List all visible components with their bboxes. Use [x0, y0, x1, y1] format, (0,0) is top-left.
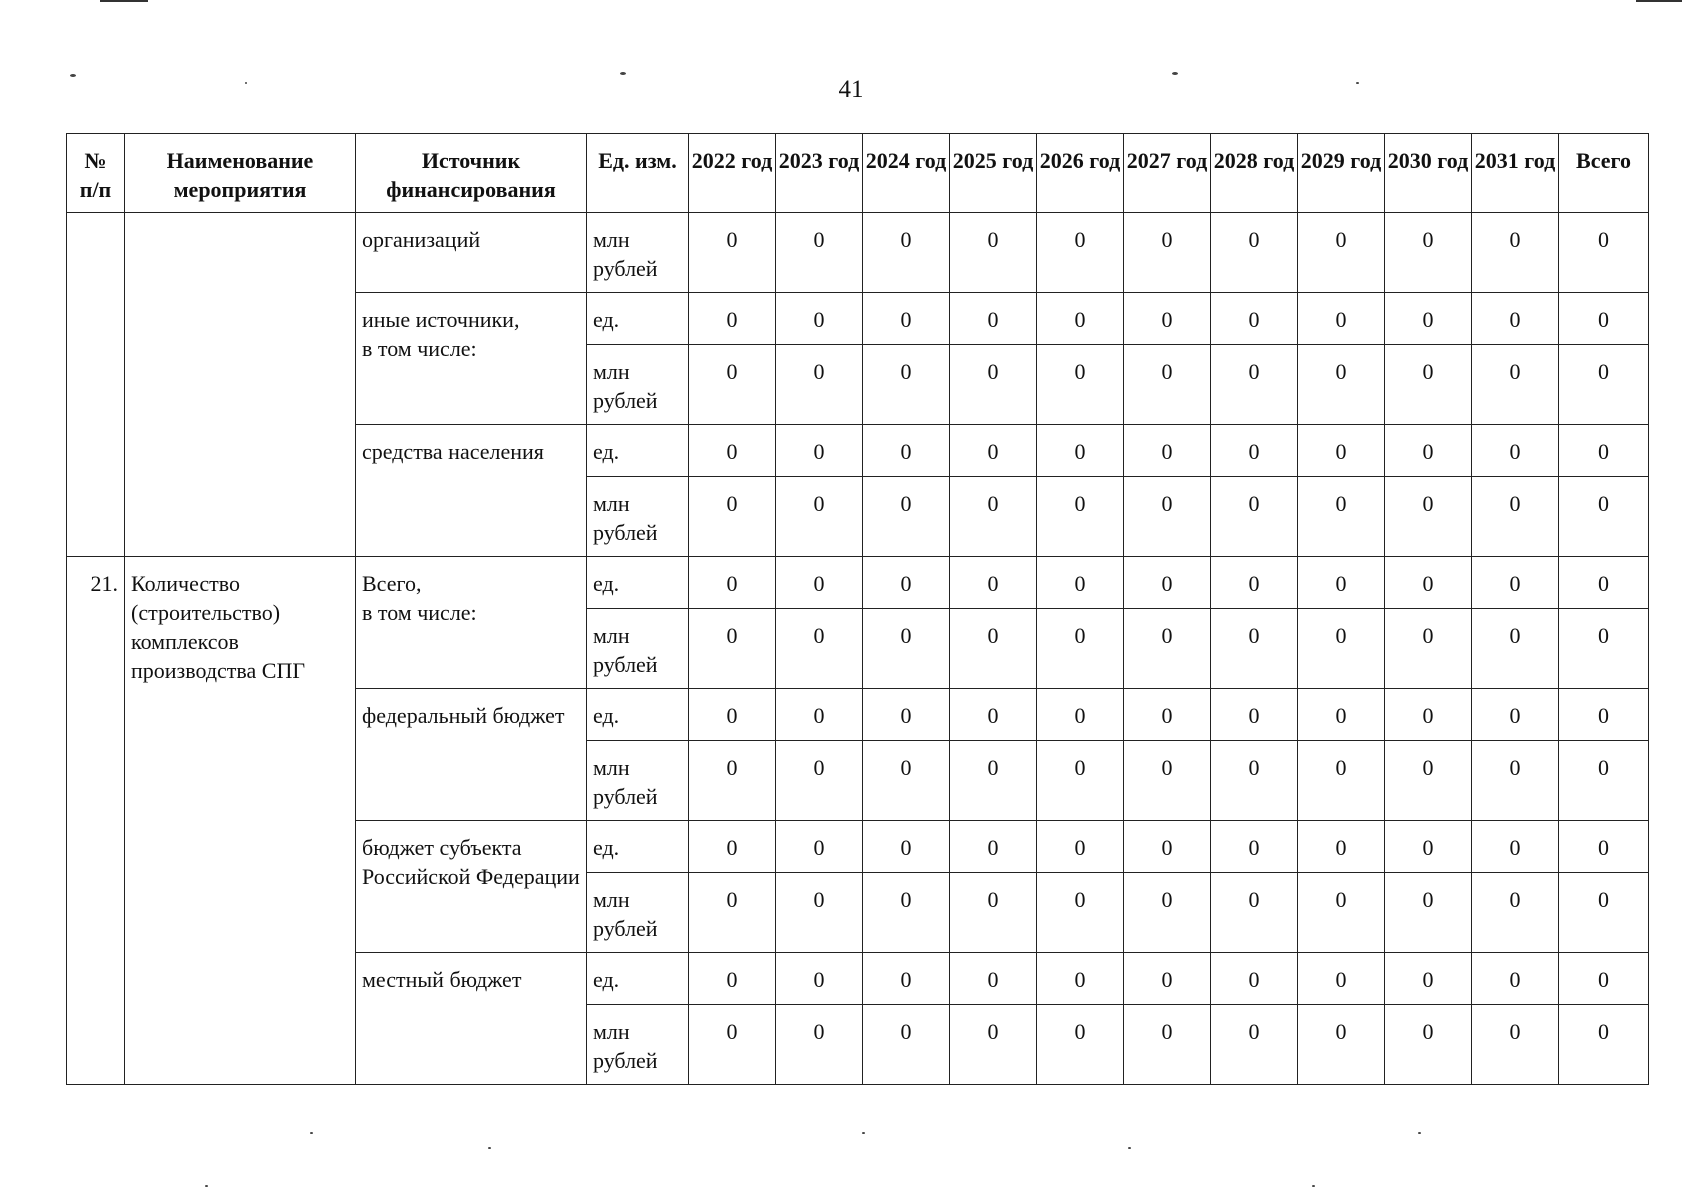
total-cell: 0 [1559, 477, 1649, 557]
year-value-cell: 0 [776, 477, 863, 557]
unit-cell: млн рублей [587, 345, 689, 425]
year-value-cell: 0 [950, 213, 1037, 293]
unit-cell: млн рублей [587, 609, 689, 689]
year-value-cell: 0 [863, 425, 950, 477]
header-name: Наименование мероприятия [125, 134, 356, 213]
year-value-cell: 0 [776, 425, 863, 477]
year-value-cell: 0 [863, 609, 950, 689]
year-value-cell: 0 [1037, 477, 1124, 557]
scan-speck [1356, 82, 1359, 84]
table-row [67, 557, 1649, 609]
year-value-cell: 0 [1298, 821, 1385, 873]
year-value-cell: 0 [1211, 873, 1298, 953]
year-value-cell: 0 [1472, 345, 1559, 425]
year-value-cell: 0 [863, 741, 950, 821]
total-cell: 0 [1559, 741, 1649, 821]
year-value-cell: 0 [1124, 425, 1211, 477]
year-value-cell: 0 [689, 293, 776, 345]
year-value-cell: 0 [1472, 953, 1559, 1005]
scan-speck [205, 1185, 208, 1187]
year-value-cell: 0 [1385, 689, 1472, 741]
year-value-cell: 0 [1124, 689, 1211, 741]
header-year: 2029 год [1298, 134, 1385, 213]
scan-speck [1312, 1185, 1315, 1187]
year-value-cell: 0 [950, 821, 1037, 873]
year-value-cell: 0 [1385, 293, 1472, 345]
scan-speck [862, 1132, 865, 1134]
year-value-cell: 0 [776, 821, 863, 873]
year-value-cell: 0 [863, 953, 950, 1005]
scan-speck [488, 1147, 491, 1149]
page-number: 41 [838, 76, 864, 103]
year-value-cell: 0 [776, 741, 863, 821]
year-value-cell: 0 [1124, 477, 1211, 557]
year-value-cell: 0 [1298, 345, 1385, 425]
scan-speck [245, 82, 247, 84]
total-cell: 0 [1559, 557, 1649, 609]
unit-cell: ед. [587, 689, 689, 741]
year-value-cell: 0 [689, 953, 776, 1005]
year-value-cell: 0 [689, 689, 776, 741]
year-value-cell: 0 [689, 741, 776, 821]
row-number: 21. [67, 557, 125, 1085]
unit-cell: ед. [587, 557, 689, 609]
year-value-cell: 0 [1037, 953, 1124, 1005]
year-value-cell: 0 [863, 689, 950, 741]
year-value-cell: 0 [1211, 557, 1298, 609]
year-value-cell: 0 [1211, 293, 1298, 345]
year-value-cell: 0 [863, 821, 950, 873]
year-value-cell: 0 [1298, 425, 1385, 477]
year-value-cell: 0 [950, 477, 1037, 557]
year-value-cell: 0 [1124, 821, 1211, 873]
year-value-cell: 0 [1124, 873, 1211, 953]
year-value-cell: 0 [1037, 689, 1124, 741]
year-value-cell: 0 [1037, 1005, 1124, 1085]
funding-source: Всего, в том числе: [356, 557, 587, 689]
funding-source: иные источники, в том числе: [356, 293, 587, 425]
year-value-cell: 0 [1211, 213, 1298, 293]
header-year: 2030 год [1385, 134, 1472, 213]
year-value-cell: 0 [1385, 557, 1472, 609]
year-value-cell: 0 [1124, 1005, 1211, 1085]
year-value-cell: 0 [689, 1005, 776, 1085]
unit-cell: млн рублей [587, 873, 689, 953]
year-value-cell: 0 [1472, 557, 1559, 609]
measure-name [125, 213, 356, 557]
unit-cell: млн рублей [587, 477, 689, 557]
year-value-cell: 0 [1385, 873, 1472, 953]
year-value-cell: 0 [1472, 741, 1559, 821]
header-num: № п/п [67, 134, 125, 213]
year-value-cell: 0 [1124, 953, 1211, 1005]
funding-source: бюджет субъекта Российской Федерации [356, 821, 587, 953]
year-value-cell: 0 [776, 1005, 863, 1085]
year-value-cell: 0 [863, 345, 950, 425]
unit-cell: млн рублей [587, 741, 689, 821]
year-value-cell: 0 [1385, 741, 1472, 821]
table-row [67, 213, 1649, 293]
year-value-cell: 0 [1472, 477, 1559, 557]
year-value-cell: 0 [1037, 345, 1124, 425]
year-value-cell: 0 [1472, 1005, 1559, 1085]
table-header-row [67, 134, 1649, 213]
year-value-cell: 0 [1298, 557, 1385, 609]
header-year: 2022 год [689, 134, 776, 213]
total-cell: 0 [1559, 345, 1649, 425]
year-value-cell: 0 [1472, 609, 1559, 689]
year-value-cell: 0 [1037, 213, 1124, 293]
total-cell: 0 [1559, 213, 1649, 293]
year-value-cell: 0 [689, 477, 776, 557]
year-value-cell: 0 [950, 873, 1037, 953]
year-value-cell: 0 [1211, 425, 1298, 477]
year-value-cell: 0 [776, 213, 863, 293]
total-cell: 0 [1559, 953, 1649, 1005]
year-value-cell: 0 [1211, 1005, 1298, 1085]
unit-cell: млн рублей [587, 1005, 689, 1085]
year-value-cell: 0 [1298, 741, 1385, 821]
total-cell: 0 [1559, 609, 1649, 689]
year-value-cell: 0 [950, 953, 1037, 1005]
year-value-cell: 0 [1298, 689, 1385, 741]
scan-edge-mark [100, 0, 148, 2]
year-value-cell: 0 [1037, 609, 1124, 689]
year-value-cell: 0 [1211, 609, 1298, 689]
year-value-cell: 0 [863, 873, 950, 953]
scan-speck [310, 1132, 313, 1134]
header-total: Всего [1559, 134, 1649, 213]
scan-speck [1128, 1147, 1131, 1149]
year-value-cell: 0 [1037, 873, 1124, 953]
total-cell: 0 [1559, 425, 1649, 477]
year-value-cell: 0 [1298, 873, 1385, 953]
year-value-cell: 0 [1298, 1005, 1385, 1085]
funding-source: федеральный бюджет [356, 689, 587, 821]
header-year: 2024 год [863, 134, 950, 213]
year-value-cell: 0 [1124, 213, 1211, 293]
header-year: 2027 год [1124, 134, 1211, 213]
year-value-cell: 0 [950, 689, 1037, 741]
year-value-cell: 0 [1211, 689, 1298, 741]
year-value-cell: 0 [1124, 345, 1211, 425]
year-value-cell: 0 [1385, 425, 1472, 477]
year-value-cell: 0 [950, 425, 1037, 477]
year-value-cell: 0 [950, 293, 1037, 345]
year-value-cell: 0 [1298, 953, 1385, 1005]
year-value-cell: 0 [1211, 741, 1298, 821]
year-value-cell: 0 [776, 689, 863, 741]
year-value-cell: 0 [776, 953, 863, 1005]
year-value-cell: 0 [1211, 953, 1298, 1005]
header-year: 2023 год [776, 134, 863, 213]
header-unit: Ед. изм. [587, 134, 689, 213]
total-cell: 0 [1559, 821, 1649, 873]
year-value-cell: 0 [1472, 689, 1559, 741]
funding-source: местный бюджет [356, 953, 587, 1085]
year-value-cell: 0 [689, 873, 776, 953]
measure-name: Количество (строительство) комплексов производства СПГ [125, 557, 356, 1085]
total-cell: 0 [1559, 293, 1649, 345]
year-value-cell: 0 [1385, 345, 1472, 425]
unit-cell: ед. [587, 425, 689, 477]
year-value-cell: 0 [1037, 741, 1124, 821]
year-value-cell: 0 [1472, 293, 1559, 345]
year-value-cell: 0 [689, 213, 776, 293]
header-year: 2025 год [950, 134, 1037, 213]
year-value-cell: 0 [1037, 425, 1124, 477]
header-source: Источник финансирования [356, 134, 587, 213]
year-value-cell: 0 [950, 741, 1037, 821]
year-value-cell: 0 [689, 345, 776, 425]
year-value-cell: 0 [776, 293, 863, 345]
year-value-cell: 0 [1385, 609, 1472, 689]
year-value-cell: 0 [1298, 609, 1385, 689]
year-value-cell: 0 [776, 557, 863, 609]
year-value-cell: 0 [863, 213, 950, 293]
year-value-cell: 0 [689, 821, 776, 873]
year-value-cell: 0 [776, 345, 863, 425]
year-value-cell: 0 [950, 1005, 1037, 1085]
year-value-cell: 0 [863, 557, 950, 609]
year-value-cell: 0 [1385, 477, 1472, 557]
year-value-cell: 0 [1472, 821, 1559, 873]
unit-cell: ед. [587, 293, 689, 345]
year-value-cell: 0 [950, 345, 1037, 425]
header-year: 2031 год [1472, 134, 1559, 213]
year-value-cell: 0 [689, 557, 776, 609]
year-value-cell: 0 [863, 293, 950, 345]
year-value-cell: 0 [1037, 557, 1124, 609]
year-value-cell: 0 [1385, 821, 1472, 873]
year-value-cell: 0 [1472, 873, 1559, 953]
year-value-cell: 0 [1037, 293, 1124, 345]
year-value-cell: 0 [1385, 1005, 1472, 1085]
funding-source: средства населения [356, 425, 587, 557]
total-cell: 0 [1559, 873, 1649, 953]
scan-speck [1172, 72, 1178, 75]
year-value-cell: 0 [689, 609, 776, 689]
year-value-cell: 0 [1385, 953, 1472, 1005]
header-year: 2026 год [1037, 134, 1124, 213]
year-value-cell: 0 [950, 557, 1037, 609]
unit-cell: ед. [587, 953, 689, 1005]
scan-speck [620, 72, 626, 75]
year-value-cell: 0 [1124, 741, 1211, 821]
year-value-cell: 0 [1211, 477, 1298, 557]
year-value-cell: 0 [863, 1005, 950, 1085]
year-value-cell: 0 [776, 609, 863, 689]
year-value-cell: 0 [1124, 609, 1211, 689]
year-value-cell: 0 [689, 425, 776, 477]
funding-source: организаций [356, 213, 587, 293]
year-value-cell: 0 [1124, 293, 1211, 345]
header-year: 2028 год [1211, 134, 1298, 213]
scan-speck [70, 74, 76, 77]
year-value-cell: 0 [1298, 213, 1385, 293]
financing-table [66, 133, 1649, 1085]
year-value-cell: 0 [1298, 293, 1385, 345]
total-cell: 0 [1559, 689, 1649, 741]
year-value-cell: 0 [1037, 821, 1124, 873]
year-value-cell: 0 [950, 609, 1037, 689]
year-value-cell: 0 [1385, 213, 1472, 293]
unit-cell: ед. [587, 821, 689, 873]
year-value-cell: 0 [863, 477, 950, 557]
row-number [67, 213, 125, 557]
scan-edge-mark [1636, 0, 1682, 2]
year-value-cell: 0 [776, 873, 863, 953]
year-value-cell: 0 [1211, 821, 1298, 873]
scan-speck [1418, 1132, 1421, 1134]
unit-cell: млн рублей [587, 213, 689, 293]
year-value-cell: 0 [1472, 425, 1559, 477]
year-value-cell: 0 [1472, 213, 1559, 293]
total-cell: 0 [1559, 1005, 1649, 1085]
year-value-cell: 0 [1211, 345, 1298, 425]
year-value-cell: 0 [1124, 557, 1211, 609]
year-value-cell: 0 [1298, 477, 1385, 557]
